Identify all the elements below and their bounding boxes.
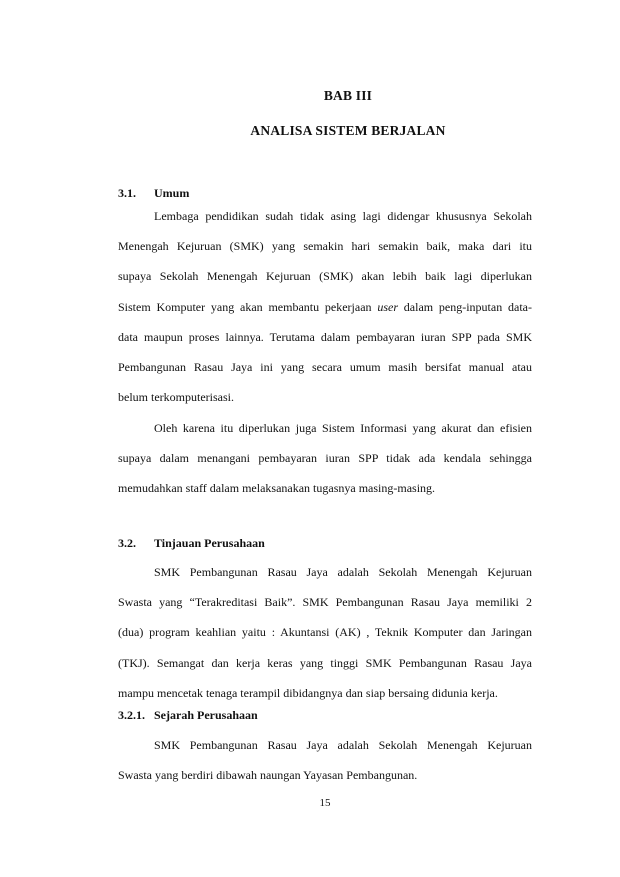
paragraph-line: Swasta yang berdiri dibawah naungan Yayasan Pembangunan. <box>118 768 418 783</box>
paragraph-tinjauan <box>118 557 532 708</box>
section-number: 3.1. <box>118 186 136 200</box>
paragraph-line: SMK Pembangunan Rasau Jaya adalah Sekolah Menengah Kejuruan <box>154 565 532 579</box>
paragraph-line: mampu mencetak tenaga terampil dibidangnya dan siap bersaing didunia kerja. <box>118 685 498 700</box>
paragraph-line: SMK Pembangunan Rasau Jaya adalah Sekolah Menengah Kejuruan <box>154 738 532 752</box>
section-number: 3.2. <box>118 536 136 550</box>
paragraph-umum-2 <box>118 413 532 504</box>
chapter-title: ANALISA SISTEM BERJALAN <box>250 123 446 138</box>
paragraph-line: (dua) program keahlian yaitu : Akuntansi (AK) , Teknik Komputer dan Jaringan <box>118 625 532 640</box>
text-run: Sistem Komputer yang akan membantu pekerjaan user dalam peng-inputan data- <box>118 299 532 314</box>
paragraph-line: Oleh karena itu diperlukan juga Sistem Informasi yang akurat dan efisien <box>154 421 532 435</box>
paragraph-line: memudahkan staff dalam melaksanakan tugasnya masing-masing. <box>118 481 436 496</box>
italic-term: user <box>377 299 398 314</box>
page-number: 15 <box>319 797 331 809</box>
section-title: Tinjauan Perusahaan <box>154 536 265 550</box>
section-heading-3-1 <box>118 186 189 201</box>
paragraph-line: data maupun proses lainnya. Terutama dalam pembayaran iuran SPP pada SMK <box>118 329 532 344</box>
paragraph-line: belum terkomputerisasi. <box>118 390 234 405</box>
paragraph-umum-1 <box>118 201 532 412</box>
paragraph-line: (TKJ). Semangat dan kerja keras yang tinggi SMK Pembangunan Rasau Jaya <box>118 655 532 670</box>
section-heading-3-2-1 <box>118 708 258 723</box>
section-title: Sejarah Perusahaan <box>154 708 258 722</box>
paragraph-line <box>118 292 532 322</box>
section-heading-3-2 <box>118 536 265 551</box>
paragraph-line: Pembangunan Rasau Jaya ini yang secara umum masih bersifat manual atau <box>118 359 532 374</box>
paragraph-sejarah <box>118 730 532 790</box>
paragraph-line: supaya Sekolah Menengah Kejuruan (SMK) akan lebih baik lagi diperlukan <box>118 269 532 284</box>
paragraph-line: Menengah Kejuruan (SMK) yang semakin hari semakin baik, maka dari itu <box>118 239 532 254</box>
section-number: 3.2.1. <box>118 708 145 722</box>
section-title: Umum <box>154 186 190 200</box>
chapter-label: BAB III <box>323 88 373 103</box>
paragraph-line: supaya dalam menangani pembayaran iuran SPP tidak ada kendala sehingga <box>118 451 532 466</box>
paragraph-line: Swasta yang “Terakreditasi Baik”. SMK Pembangunan Rasau Jaya memiliki 2 <box>118 595 532 610</box>
paragraph-line: Lembaga pendidikan sudah tidak asing lagi didengar khususnya Sekolah <box>154 209 532 223</box>
